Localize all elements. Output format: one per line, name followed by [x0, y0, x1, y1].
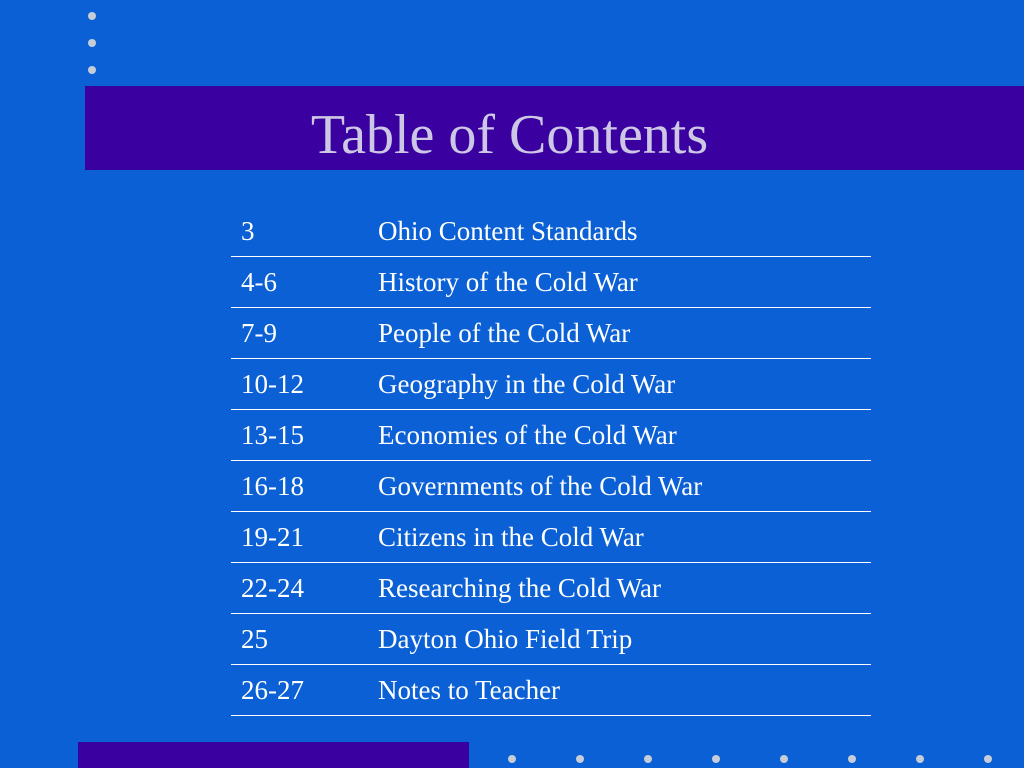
table-row: [231, 410, 871, 461]
page-range: 10-12: [231, 359, 378, 410]
decorative-dot: [88, 12, 96, 20]
table-row: [231, 563, 871, 614]
decorative-dot: [88, 39, 96, 47]
page-range: 3: [231, 206, 378, 257]
page-range: 25: [231, 614, 378, 665]
decorative-dot: [848, 755, 856, 763]
table-row: [231, 665, 871, 716]
decorative-dots-bottom: [508, 755, 1024, 763]
topic-title: Economies of the Cold War: [378, 410, 871, 461]
table-row: [231, 257, 871, 308]
decorative-dot: [88, 66, 96, 74]
decorative-dots-top-left: [88, 12, 98, 93]
topic-title: Citizens in the Cold War: [378, 512, 871, 563]
decorative-dot: [508, 755, 516, 763]
bottom-accent-bar: [78, 742, 469, 768]
topic-title: Governments of the Cold War: [378, 461, 871, 512]
table-row: [231, 512, 871, 563]
topic-title: Researching the Cold War: [378, 563, 871, 614]
page-range: 22-24: [231, 563, 378, 614]
table-row: [231, 359, 871, 410]
topic-title: History of the Cold War: [378, 257, 871, 308]
topic-title: Geography in the Cold War: [378, 359, 871, 410]
page-range: 4-6: [231, 257, 378, 308]
decorative-dot: [780, 755, 788, 763]
table-row: [231, 461, 871, 512]
page-range: 13-15: [231, 410, 378, 461]
page-range: 16-18: [231, 461, 378, 512]
decorative-dot: [984, 755, 992, 763]
table-row: [231, 308, 871, 359]
decorative-dot: [712, 755, 720, 763]
topic-title: Ohio Content Standards: [378, 206, 871, 257]
table-of-contents: [231, 206, 871, 716]
page-range: 7-9: [231, 308, 378, 359]
table-row: [231, 614, 871, 665]
decorative-dot: [576, 755, 584, 763]
topic-title: Notes to Teacher: [378, 665, 871, 716]
topic-title: Dayton Ohio Field Trip: [378, 614, 871, 665]
title-band: [85, 86, 1024, 170]
table-row: [231, 206, 871, 257]
slide-title: Table of Contents: [310, 104, 709, 166]
decorative-dot: [644, 755, 652, 763]
topic-title: People of the Cold War: [378, 308, 871, 359]
decorative-dot: [916, 755, 924, 763]
page-range: 26-27: [231, 665, 378, 716]
page-range: 19-21: [231, 512, 378, 563]
